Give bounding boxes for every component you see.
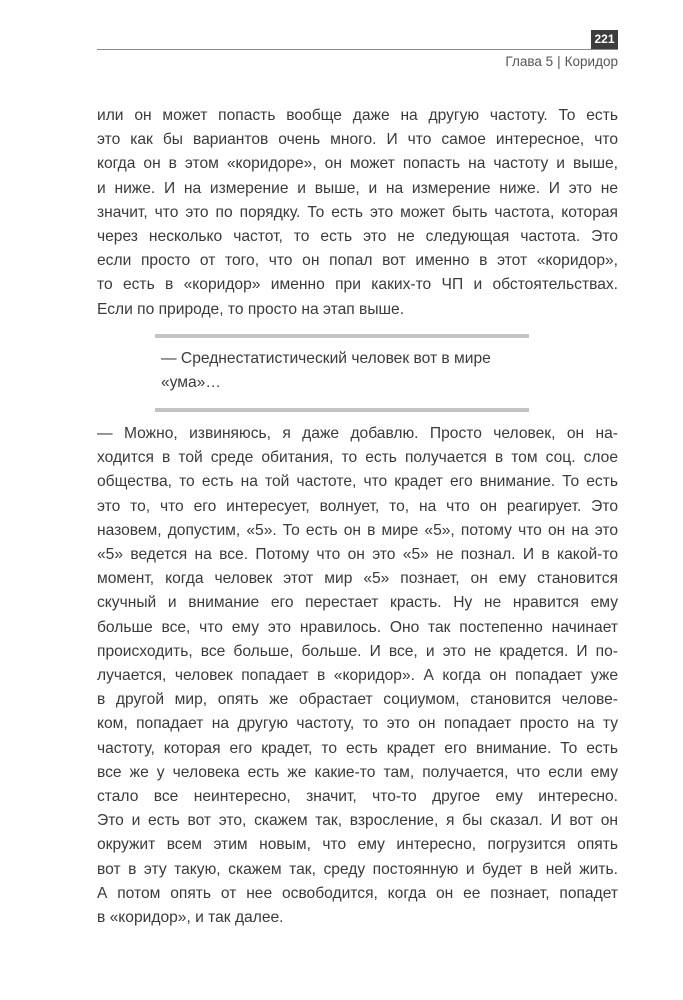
header-rule — [97, 49, 618, 50]
paragraph-line: когда он в этом «коридоре», он может попасть на частоту и выше, — [97, 155, 618, 173]
paragraph-line: в другой мир, опять же обрастает социумом, становится челове- — [97, 691, 618, 709]
paragraph-line: назовем, допустим, «5». То есть он в мире «5», потому что он на это — [97, 521, 618, 539]
quote-box — [155, 334, 529, 412]
paragraph-line: общества, то есть на той частоте, что крадет его внимание. То есть — [97, 473, 618, 491]
running-head-separator: | — [557, 54, 561, 69]
paragraph-line: происходить, все больше, больше. И все, и это не крадется. И по- — [97, 642, 618, 660]
paragraph-line: все же у человека есть же какие-то там, получается, что если ему — [97, 763, 618, 781]
page-number: 221 — [591, 30, 618, 49]
paragraph-line: лучается, человек попадает в «коридор». А когда он попадает уже — [97, 667, 618, 685]
paragraph-line: скучный и внимание его перестает красть. Ну не нравится ему — [97, 594, 618, 612]
paragraph-line: Это и есть вот это, скажем так, взросление, я бы сказал. И вот он — [97, 812, 618, 830]
paragraph-line: А потом опять от нее освободится, когда он ее познает, попадет — [97, 884, 618, 902]
paragraph-line: или он может попасть вообще даже на другую частоту. То есть — [97, 107, 618, 124]
paragraph-line: это как бы вариантов очень много. И что самое интересное, что — [97, 131, 618, 149]
paragraph-line: в «коридор», и так далее. — [97, 909, 284, 927]
paragraph-1 — [97, 104, 618, 322]
paragraph-line: ходится в той среде обитания, то есть получается в том соц. слое — [97, 449, 618, 467]
quote-line: «ума»… — [161, 374, 221, 392]
paragraph-line: значит, что это по порядку. То есть это может быть частота, которая — [97, 203, 618, 221]
section-label: Коридор — [564, 54, 618, 69]
paragraph-line: «5» ведется на все. Потому что он это «5» не познал. И в какой-то — [97, 546, 618, 564]
paragraph-line: через несколько частот, то есть это не следующая частота. Это — [97, 228, 618, 246]
quote-line: — Среднестатистический человек вот в мире — [161, 350, 491, 367]
paragraph-line: момент, когда человек этот мир «5» познает, он ему становится — [97, 570, 618, 588]
chapter-label: Глава 5 — [505, 54, 554, 69]
paragraph-line: это то, что его интересует, волнует, то, на что он реагирует. Это — [97, 497, 618, 515]
paragraph-line: частоту, которая его крадет, то есть крадет его внимание. То есть — [97, 739, 618, 757]
paragraph-line: окружит всем этим новым, что ему интересно, погрузится опять — [97, 836, 618, 854]
paragraph-line: то есть в «коридор» именно при каких-то ЧП и обстоятельствах. — [97, 276, 618, 294]
paragraph-line: больше все, что ему это нравилось. Оно так постепенно начинает — [97, 618, 618, 636]
running-head — [505, 54, 618, 69]
paragraph-line: Если по природе, то просто на этап выше. — [97, 300, 405, 318]
paragraph-line: если просто от того, что он попал вот именно в этот «коридор», — [97, 252, 618, 270]
quote-text — [161, 347, 527, 395]
paragraph-2 — [97, 422, 618, 930]
paragraph-line: стало все неинтересно, значит, что-то другое ему интересно. — [97, 788, 618, 806]
paragraph-line: и ниже. И на измерение и выше, и на измерение ниже. И это не — [97, 179, 618, 197]
paragraph-line: — Можно, извиняюсь, я даже добавлю. Просто человек, он на- — [97, 425, 618, 442]
paragraph-line: вот в эту такую, скажем так, среду постоянную и будет в ней жить. — [97, 860, 618, 878]
paragraph-line: ком, попадает на другую частоту, то это он попадает просто на ту — [97, 715, 618, 733]
